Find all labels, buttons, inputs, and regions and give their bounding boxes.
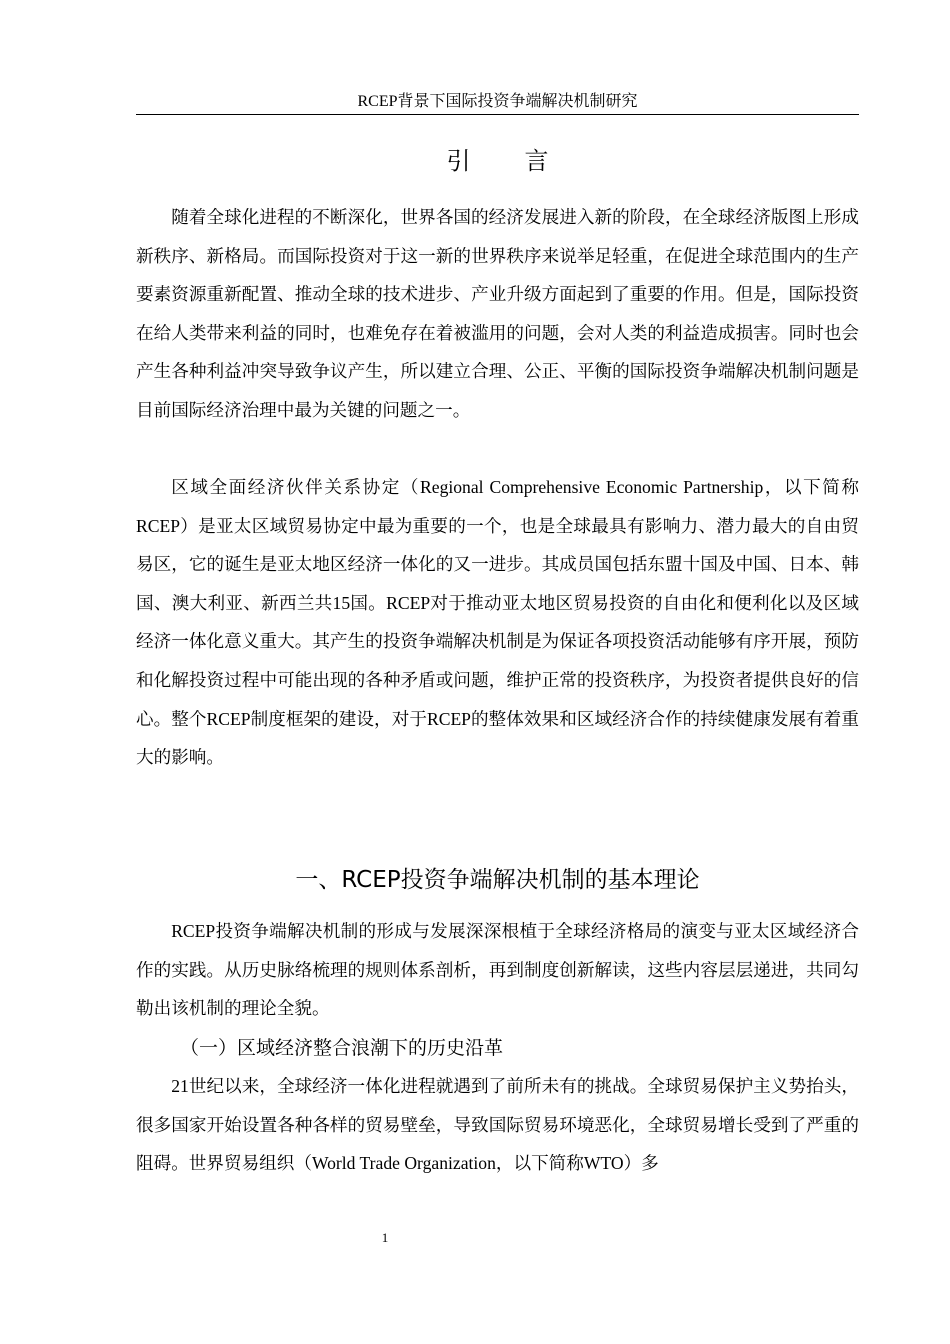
- header-rule: [136, 114, 859, 115]
- page-number: 1: [381, 1230, 389, 1245]
- section-1-heading: 一、RCEP投资争端解决机制的基本理论: [295, 867, 700, 893]
- intro-paragraph-2: 区域全面经济伙伴关系协定（Regional Comprehensive Economic Partnership，以下简称RCEP）是亚太区域贸易协定中最为重要的一个，也是全球最具有影响力、潜力最大的自由贸易区，它的诞生是亚太地区经济一体化的又一进步。其成员国包括东盟十国及中国、日本、韩国、澳大利亚、新西兰共15国。RCEP对于推动亚太地区贸易投资的自由化和便利化以及区域经济一体化意义重大。其产生的投资争端解决机制是为保证各项投资活动能够有序开展，预防和化解投资过程中可能出现的各种矛盾或问题，维护正常的投资秩序，为投资者提供良好的信心。整个RCEP制度框架的建设，对于RCEP的整体效果和区域经济合作的持续健康发展有着重大的影响。: [136, 477, 859, 768]
- subsection-1-heading: （一）区域经济整合浪潮下的历史沿革: [180, 1037, 504, 1059]
- running-header: RCEP背景下国际投资争端解决机制研究: [357, 93, 638, 110]
- intro-title: 引言: [446, 147, 603, 175]
- section-1-paragraph-2: 21世纪以来，全球经济一体化进程就遇到了前所未有的挑战。全球贸易保护主义势抬头，很多国家开始设置各种各样的贸易壁垒，导致国际贸易环境恶化，全球贸易增长受到了严重的阻碍。世界贸易组织（World Trade Organization，以下简称WTO）多: [136, 1076, 859, 1174]
- section-1-paragraph-1: RCEP投资争端解决机制的形成与发展深深根植于全球经济格局的演变与亚太区域经济合作的实践。从历史脉络梳理的规则体系剖析，再到制度创新解读，这些内容层层递进，共同勾勒出该机制的理论全貌。: [136, 921, 859, 1019]
- intro-paragraph-1: 随着全球化进程的不断深化，世界各国的经济发展进入新的阶段，在全球经济版图上形成新秩序、新格局。而国际投资对于这一新的世界秩序来说举足轻重，在促进全球范围内的生产要素资源重新配置、推动全球的技术进步、产业升级方面起到了重要的作用。但是，国际投资在给人类带来利益的同时，也难免存在着被滥用的问题，会对人类的利益造成损害。同时也会产生各种利益冲突导致争议产生，所以建立合理、公正、平衡的国际投资争端解决机制问题是目前国际经济治理中最为关键的问题之一。: [136, 207, 859, 420]
